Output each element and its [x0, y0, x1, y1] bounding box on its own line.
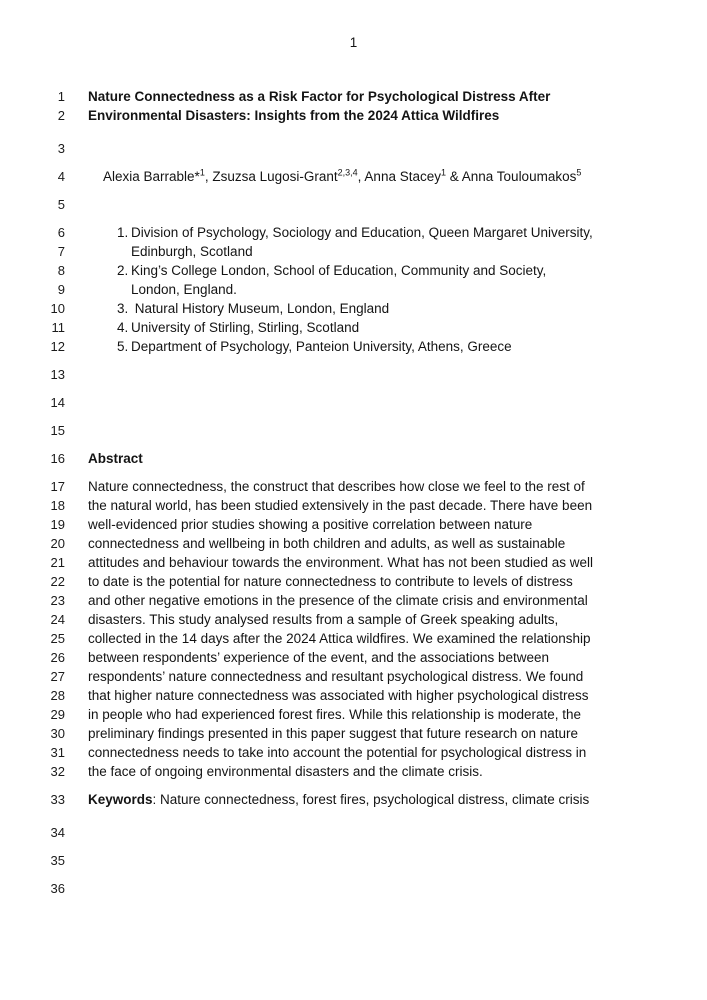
text-segment: : Nature connectedness, forest fires, psychological distress, climate crisis — [152, 792, 590, 807]
list-marker: 5. — [117, 339, 129, 354]
text-segment: preliminary findings presented in this paper suggest that future research on nature — [88, 726, 579, 741]
text-segment: Environmental Disasters: Insights from the 2024 Attica Wildfires — [88, 108, 500, 123]
list-marker: 1. — [117, 225, 129, 240]
author-superscript: 1 — [199, 167, 205, 178]
text-segment: Edinburgh, Scotland — [131, 244, 253, 259]
line-number: 24 — [50, 612, 65, 627]
text-segment: respondents’ nature connectedness and resultant psychological distress. We found — [88, 669, 584, 684]
document-line — [0, 629, 707, 648]
line-text — [88, 318, 359, 337]
line-text — [88, 515, 532, 534]
line-text — [88, 686, 589, 705]
document-line — [0, 261, 707, 280]
line-number: 16 — [50, 451, 65, 466]
line-number: 19 — [50, 517, 65, 532]
document-line — [0, 393, 707, 412]
text-segment: attitudes and behaviour towards the environment. What has not been studied as well — [88, 555, 594, 570]
text-segment: disasters. This study analysed results from a sample of Greek speaking adults, — [88, 612, 559, 627]
document-line — [0, 534, 707, 553]
text-segment: Division of Psychology, Sociology and Education, Queen Margaret University, — [131, 225, 593, 240]
line-text — [88, 743, 586, 762]
line-number: 12 — [50, 339, 65, 354]
text-segment: to date is the potential for nature connectedness to contribute to levels of distress — [88, 574, 573, 589]
line-text — [88, 477, 585, 496]
line-text — [88, 280, 237, 299]
document-line — [0, 724, 707, 743]
line-number: 14 — [50, 395, 65, 410]
line-number: 21 — [50, 555, 65, 570]
page-number: 1 — [349, 35, 358, 50]
document-line — [0, 87, 707, 106]
text-segment: the face of ongoing environmental disasters and the climate crisis. — [88, 764, 483, 779]
line-number: 9 — [57, 282, 65, 297]
document-line — [0, 879, 707, 898]
text-segment: Keywords — [88, 792, 153, 807]
document-line — [0, 365, 707, 384]
text-segment: well-evidenced prior studies showing a positive correlation between nature — [88, 517, 533, 532]
line-text — [88, 496, 592, 515]
line-text — [88, 648, 549, 667]
document-line — [0, 762, 707, 781]
line-text — [88, 724, 578, 743]
text-segment: University of Stirling, Stirling, Scotland — [131, 320, 360, 335]
document-line — [0, 851, 707, 870]
list-marker: 2. — [117, 263, 129, 278]
document-line — [0, 743, 707, 762]
text-segment: collected in the 14 days after the 2024 Attica wildfires. We examined the relationship — [88, 631, 591, 646]
document-line — [0, 106, 707, 125]
text-segment: in people who had experienced forest fires. While this relationship is moderate, the — [88, 707, 582, 722]
document-line — [0, 667, 707, 686]
document-line — [0, 686, 707, 705]
line-number: 3 — [57, 141, 65, 156]
line-number: 4 — [57, 169, 65, 184]
line-text — [88, 790, 589, 809]
list-marker: 3. — [117, 301, 129, 316]
text-segment: Nature connectedness, the construct that describes how close we feel to the rest of — [88, 479, 585, 494]
document-line — [0, 242, 707, 261]
line-text — [88, 106, 499, 125]
document-line — [0, 139, 707, 158]
document-line — [0, 553, 707, 572]
document-line — [0, 318, 707, 337]
document-line — [0, 648, 707, 667]
document-line — [0, 299, 707, 318]
line-text — [88, 610, 558, 629]
line-number: 25 — [50, 631, 65, 646]
text-segment: that higher nature connectedness was associated with higher psychological distress — [88, 688, 589, 703]
document-line — [0, 280, 707, 299]
line-number: 29 — [50, 707, 65, 722]
line-text — [88, 762, 483, 781]
line-text — [88, 667, 583, 686]
document-line — [0, 449, 707, 468]
line-text — [88, 591, 588, 610]
text-segment: & Anna Touloumakos — [446, 169, 577, 184]
line-text — [88, 534, 565, 553]
author-superscript: 1 — [440, 167, 446, 178]
line-text — [88, 337, 512, 356]
line-text — [88, 261, 546, 280]
line-number: 22 — [50, 574, 65, 589]
text-segment: , Zsuzsa Lugosi-Grant — [204, 169, 338, 184]
line-number: 36 — [50, 881, 65, 896]
line-text — [103, 167, 581, 186]
line-number: 7 — [57, 244, 65, 259]
line-number: 11 — [51, 320, 65, 335]
text-segment: Department of Psychology, Panteion University, Athens, Greece — [131, 339, 512, 354]
line-number: 32 — [50, 764, 65, 779]
text-segment: the natural world, has been studied extensively in the past decade. There have been — [88, 498, 593, 513]
document-line — [0, 496, 707, 515]
line-number: 5 — [57, 197, 65, 212]
line-text — [88, 705, 581, 724]
line-number: 6 — [57, 225, 65, 240]
line-number: 26 — [50, 650, 65, 665]
author-superscript: 2,3,4 — [337, 167, 358, 178]
document-line — [0, 195, 707, 214]
line-text — [88, 87, 550, 106]
line-number: 30 — [50, 726, 65, 741]
text-segment: Abstract — [88, 451, 143, 466]
line-number: 31 — [50, 745, 65, 760]
document-line — [0, 223, 707, 242]
document-line — [0, 591, 707, 610]
line-text — [88, 629, 591, 648]
document-line — [0, 823, 707, 842]
line-number: 33 — [50, 792, 65, 807]
text-segment: connectedness needs to take into account the potential for psychological distress in — [88, 745, 587, 760]
line-number: 15 — [50, 423, 65, 438]
line-number: 23 — [50, 593, 65, 608]
document-line — [0, 790, 707, 809]
line-number: 20 — [50, 536, 65, 551]
text-segment: , Anna Stacey — [357, 169, 441, 184]
document-line — [0, 572, 707, 591]
document-line — [0, 421, 707, 440]
text-segment: and other negative emotions in the presence of the climate crisis and environmental — [88, 593, 588, 608]
manuscript-lines — [0, 87, 707, 898]
line-number: 28 — [50, 688, 65, 703]
line-text — [88, 553, 593, 572]
text-segment: Nature Connectedness as a Risk Factor for Psychological Distress After — [88, 89, 551, 104]
line-number: 34 — [50, 825, 65, 840]
line-number: 27 — [50, 669, 65, 684]
line-text — [88, 572, 573, 591]
document-line — [0, 515, 707, 534]
line-number: 1 — [57, 89, 65, 104]
line-number: 2 — [57, 108, 65, 123]
line-number: 13 — [50, 367, 65, 382]
text-segment: between respondents’ experience of the event, and the associations between — [88, 650, 550, 665]
line-number: 8 — [57, 263, 65, 278]
line-text — [88, 299, 389, 318]
text-segment: Natural History Museum, London, England — [131, 301, 390, 316]
line-number: 18 — [50, 498, 65, 513]
line-text — [88, 242, 253, 261]
text-segment: King’s College London, School of Education, Community and Society, — [131, 263, 547, 278]
line-number: 10 — [50, 301, 65, 316]
document-line — [0, 167, 707, 186]
document-line — [0, 477, 707, 496]
line-text — [88, 223, 593, 242]
line-number: 17 — [50, 479, 65, 494]
document-line — [0, 705, 707, 724]
text-segment: Alexia Barrable* — [103, 169, 200, 184]
text-segment: connectedness and wellbeing in both children and adults, as well as sustainable — [88, 536, 566, 551]
author-superscript: 5 — [576, 167, 582, 178]
line-number: 35 — [50, 853, 65, 868]
line-text — [88, 449, 143, 468]
document-line — [0, 610, 707, 629]
document-line — [0, 337, 707, 356]
text-segment: London, England. — [131, 282, 237, 297]
list-marker: 4. — [117, 320, 129, 335]
